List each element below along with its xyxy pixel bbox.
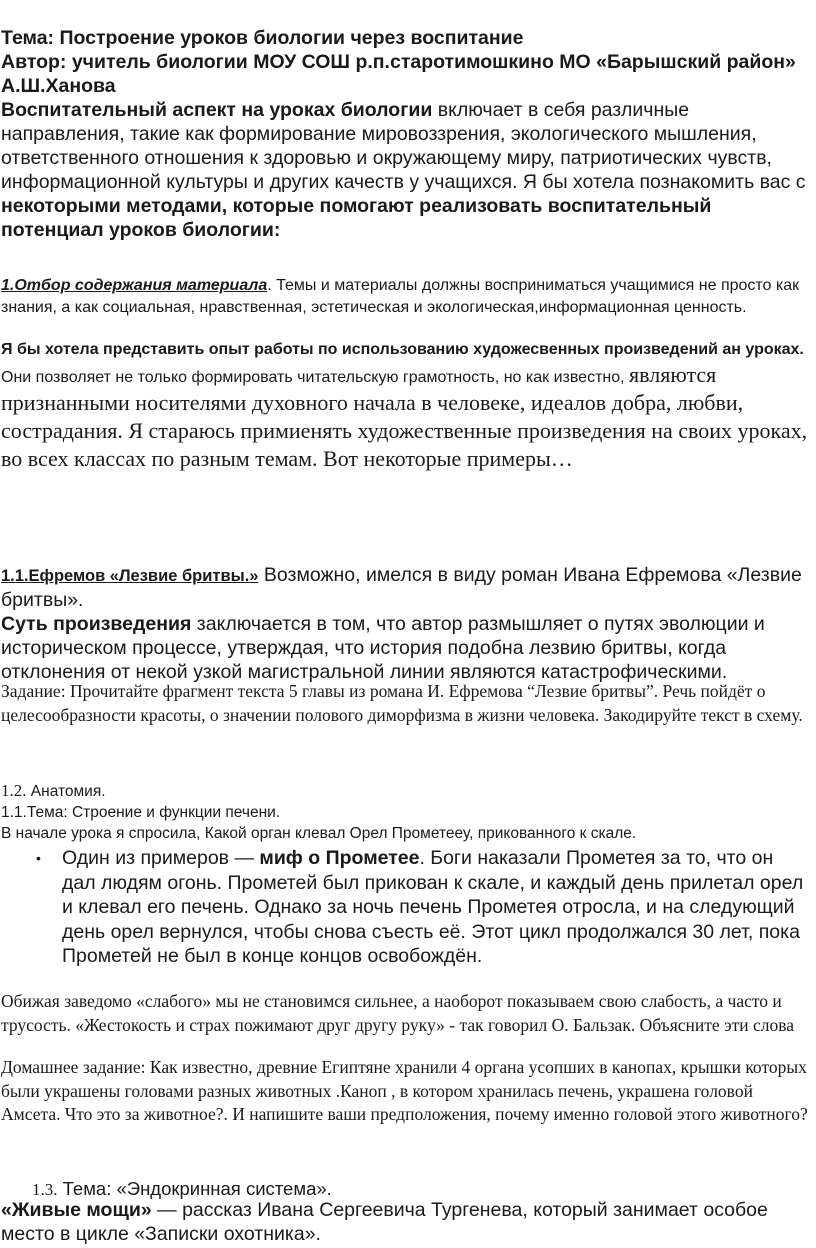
essence-text: заключается в том, что автор размышляет о путях эволюции и историческом процессе, утверждая, что история подобна лезвию бритвы, когда отклонения от некой узкой магистральной линии являются катастрофическими. [1,613,765,683]
fiction-serif-text: являются признанными носителями духовного начала в человеке, идеалов добра, любви, сострадания. Я стараюсь примиенять художественные произведения на своих уроках, во всех классах по разным темам. Вот некоторые примеры… [1,361,808,471]
section-1-text: . Темы и материалы должны восприниматься учащимися не просто как знания, а как социальная, нравственная, эстетическая и экологическая,информационная ценность. [1,277,800,316]
section-1-1-text: Возможно, имелся в виду роман Ивана Ефремова «Лезвие бритвы». [1,564,802,611]
section-1-3-title: Тема: «Эндокринная система». [57,1178,332,1199]
intro-paragraph [1,98,812,242]
section-1-1-heading: 1.1.Ефремов «Лезвие бритвы.» [1,567,259,585]
section-1-2-topic: 1.1.Тема: Строение и функции печени. [1,804,281,821]
section-1-heading: 1.Отбор содержания материала [1,277,268,294]
section-1-2-question: В начале урока я спросила, Какой орган клевал Орел Прометееу, прикованного к скале. [1,825,637,842]
section-1-1-paragraph [1,563,812,684]
essence-bold: Суть произведения [1,613,192,635]
section-1-2-number: 1.2. [1,781,27,800]
section-1-3-paragraph [1,1198,812,1246]
topic-heading: Тема: Построение уроков биологии через воспитание [1,27,524,49]
section-1-paragraph [1,275,812,318]
section-1-2-block [1,780,812,844]
fiction-paragraph [1,339,812,473]
bullet-mark: • [36,850,41,866]
bullet-pre: Один из примеров — [62,847,260,869]
fiction-text: Они позволяет не только формировать читательскую грамотность, но как известно, [1,368,630,386]
prometheus-list [1,846,808,969]
intro-lead-bold: Воспитательный аспект на уроках биологии [1,99,433,121]
section-1-2-title: Анатомия. [26,783,106,800]
methods-heading: некоторыми методами, которые помогают реализовать воспитательный потенциал уроков биологии: [1,195,712,241]
fiction-bold-lead: Я бы хотела представить опыт работы по использованию художесвенных произведений ан уроках. [1,341,804,358]
section-1-3-text: — рассказ Ивана Сергеевича Тургенева, который занимает особое место в цикле «Записки охотника». [1,1199,768,1245]
section-1-3-number: 1.3. [32,1180,58,1199]
section-1-3-bold: «Живые мощи» [1,1199,152,1221]
doc-title [1,26,812,98]
section-1-2-quote: Обижая заведомо «слабого» мы не становимся сильнее, а наоборот показываем свою слабость, а часто и трусость. «Жестокость и страх пожимают друг другу руку» - так говорил О. Бальзак. Объясните эти слова [1,991,795,1035]
author-line: Автор: учитель биологии МОУ СОШ р.п.старотимошкино МО «Барышский район» А.Ш.Ханова [1,51,796,97]
section-1-2-homework: Домашнее задание: Как известно, древние Египтяне хранили 4 органа усопших в канопах, крышки которых были украшены головами разных животных .Каноп , в котором хранилась печень, украшена головой Амсета. Что это за животное?. И напишите ваши предположения, почему именно головой этого животного? [1,1057,808,1124]
bullet-text: . Боги наказали Прометея за то, что он дал людям огонь. Прометей был прикован к скале, и каждый день прилетал орел и клевал его печень. Однако за ночь печень Прометея отросла, и на следующий день орел вернулся, чтобы снова съесть её. Этот цикл продолжался 30 лет, пока Прометей не был в конце концов освобождён. [62,847,804,967]
intro-lead-text: включает в себя различные направления, такие как формирование мировоззрения, экологического мышления, ответственного отношения к здоровью и окружающему миру, патриотических чувств, информационной культуры и других качеств у учащихся. Я бы хотела познакомить вас с [1,99,806,193]
list-item [1,846,808,969]
bullet-bold: миф о Прометее [259,847,420,869]
section-1-1-task: Задание: Прочитайте фрагмент текста 5 главы из романа И. Ефремова “Лезвие бритвы”. Речь пойдёт о целесообразности красоты, о значении полового диморфизма в жизни человека. Закодируйте текст в схему. [1,681,803,725]
